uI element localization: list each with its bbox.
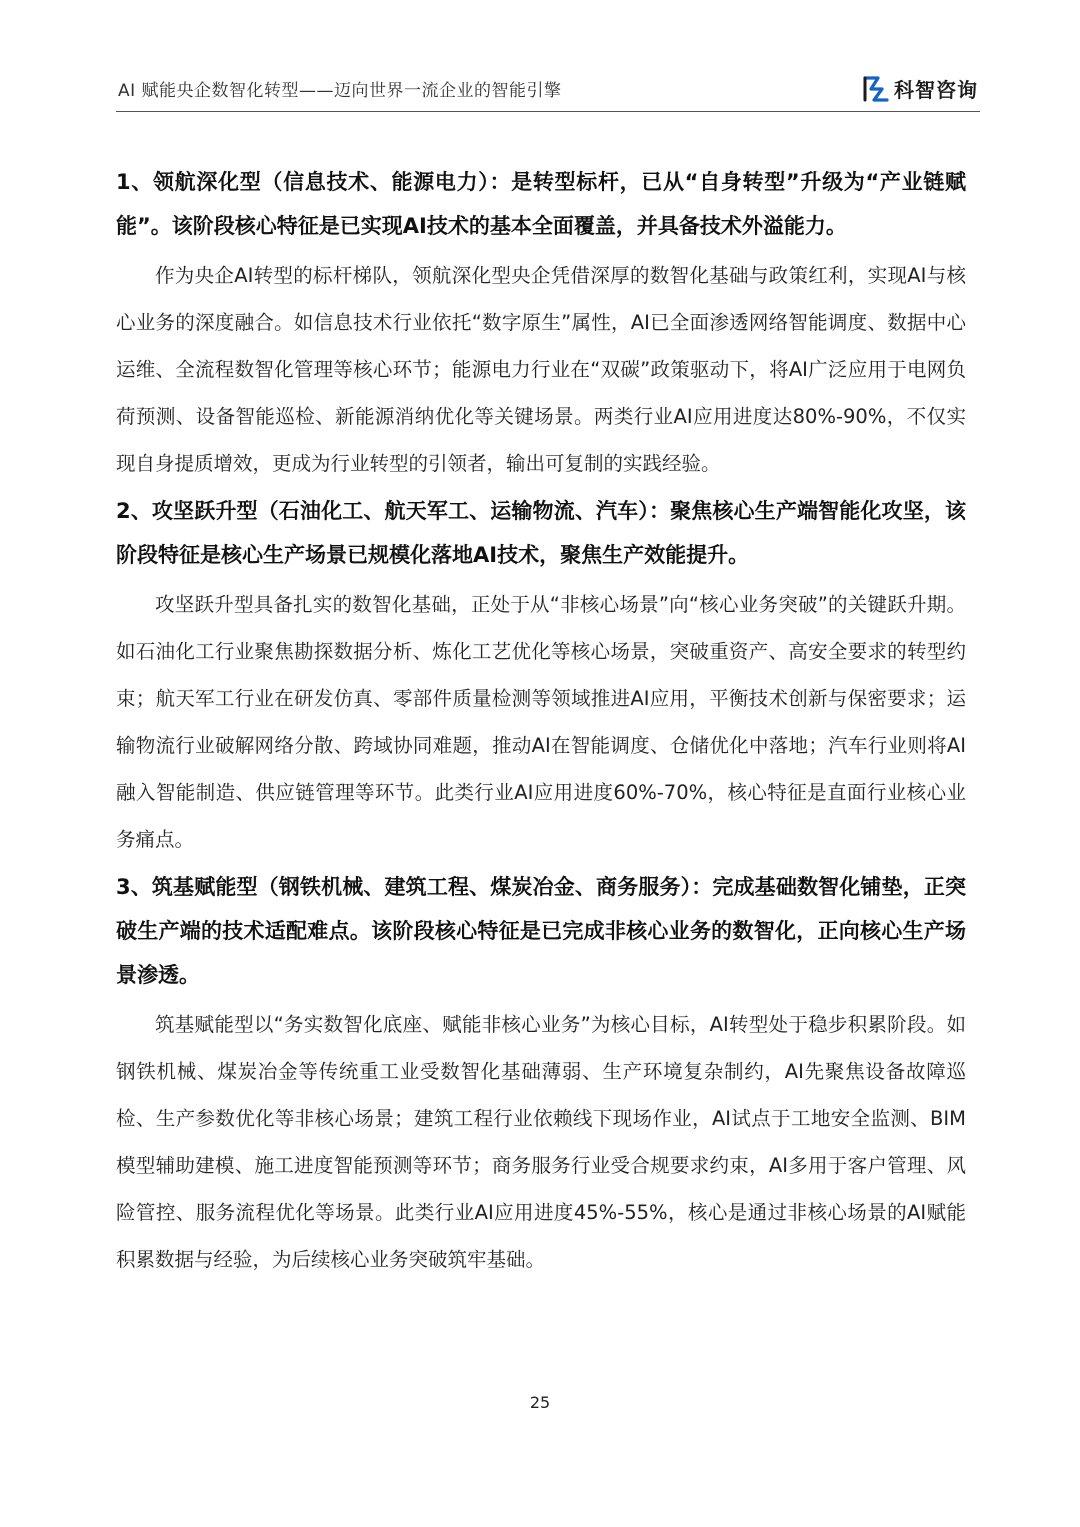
- section-3-heading: 3、筑基赋能型（钢铁机械、建筑工程、煤炭冶金、商务服务）：完成基础数智化铺垫，正突破生产端的技术适配难点。该阶段核心特征是已完成非核心业务的数智化，正向核心生产场景渗透。: [116, 875, 966, 987]
- section-2-paragraph: 攻坚跃升型具备扎实的数智化基础，正处于从“非核心场景”向“核心业务突破”的关键跃升期。如石油化工行业聚焦勘探数据分析、炼化工艺优化等核心场景，突破重资产、高安全要求的转型约束；航天军工行业在研发仿真、零部件质量检测等领域推进AI应用，平衡技术创新与保密要求；运输物流行业破解网络分散、跨域协同难题，推动AI在智能调度、仓储优化中落地；汽车行业则将AI融入智能制造、供应链管理等环节。此类行业AI应用进度60%-70%，核心特征是直面行业核心业务痛点。: [116, 593, 966, 851]
- page-number: 25: [529, 1393, 551, 1412]
- company-logo: [862, 74, 978, 103]
- section-2-heading: 2、攻坚跃升型（石油化工、航天军工、运输物流、汽车）：聚焦核心生产端智能化攻坚，该阶段特征是核心生产场景已规模化落地AI技术，聚焦生产效能提升。: [116, 499, 966, 567]
- section-1-paragraph: 作为央企AI转型的标杆梯队，领航深化型央企凭借深厚的数智化基础与政策红利，实现AI与核心业务的深度融合。如信息技术行业依托“数字原生”属性，AI已全面渗透网络智能调度、数据中心运维、全流程数智化管理等核心环节；能源电力行业在“双碳”政策驱动下，将AI广泛应用于电网负荷预测、设备智能巡检、新能源消纳优化等关键场景。两类行业AI应用进度达80%-90%，不仅实现自身提质增效，更成为行业转型的引领者，输出可复制的实践经验。: [116, 264, 966, 475]
- document-body: [116, 160, 966, 1283]
- section-3-paragraph: 筑基赋能型以“务实数智化底座、赋能非核心业务”为核心目标，AI转型处于稳步积累阶段。如钢铁机械、煤炭冶金等传统重工业受数智化基础薄弱、生产环境复杂制约，AI先聚焦设备故障巡检、生产参数优化等非核心场景；建筑工程行业依赖线下现场作业，AI试点于工地安全监测、BIM模型辅助建模、施工进度智能预测等环节；商务服务行业受合规要求约束，AI多用于客户管理、风险管控、服务流程优化等场景。此类行业AI应用进度45%-55%，核心是通过非核心场景的AI赋能积累数据与经验，为后续核心业务突破筑牢基础。: [116, 1013, 966, 1271]
- logo-text: 科智咨询: [894, 78, 978, 102]
- header-divider: [116, 111, 980, 112]
- page-header: [116, 70, 980, 110]
- section-1-heading: 1、领航深化型（信息技术、能源电力）：是转型标杆，已从“自身转型”升级为“产业链赋能”。该阶段核心特征是已实现AI技术的基本全面覆盖，并具备技术外溢能力。: [116, 170, 966, 238]
- header-title: AI 赋能央企数智化转型——迈向世界一流企业的智能引擎: [118, 81, 562, 101]
- company-logo-icon: [862, 76, 890, 102]
